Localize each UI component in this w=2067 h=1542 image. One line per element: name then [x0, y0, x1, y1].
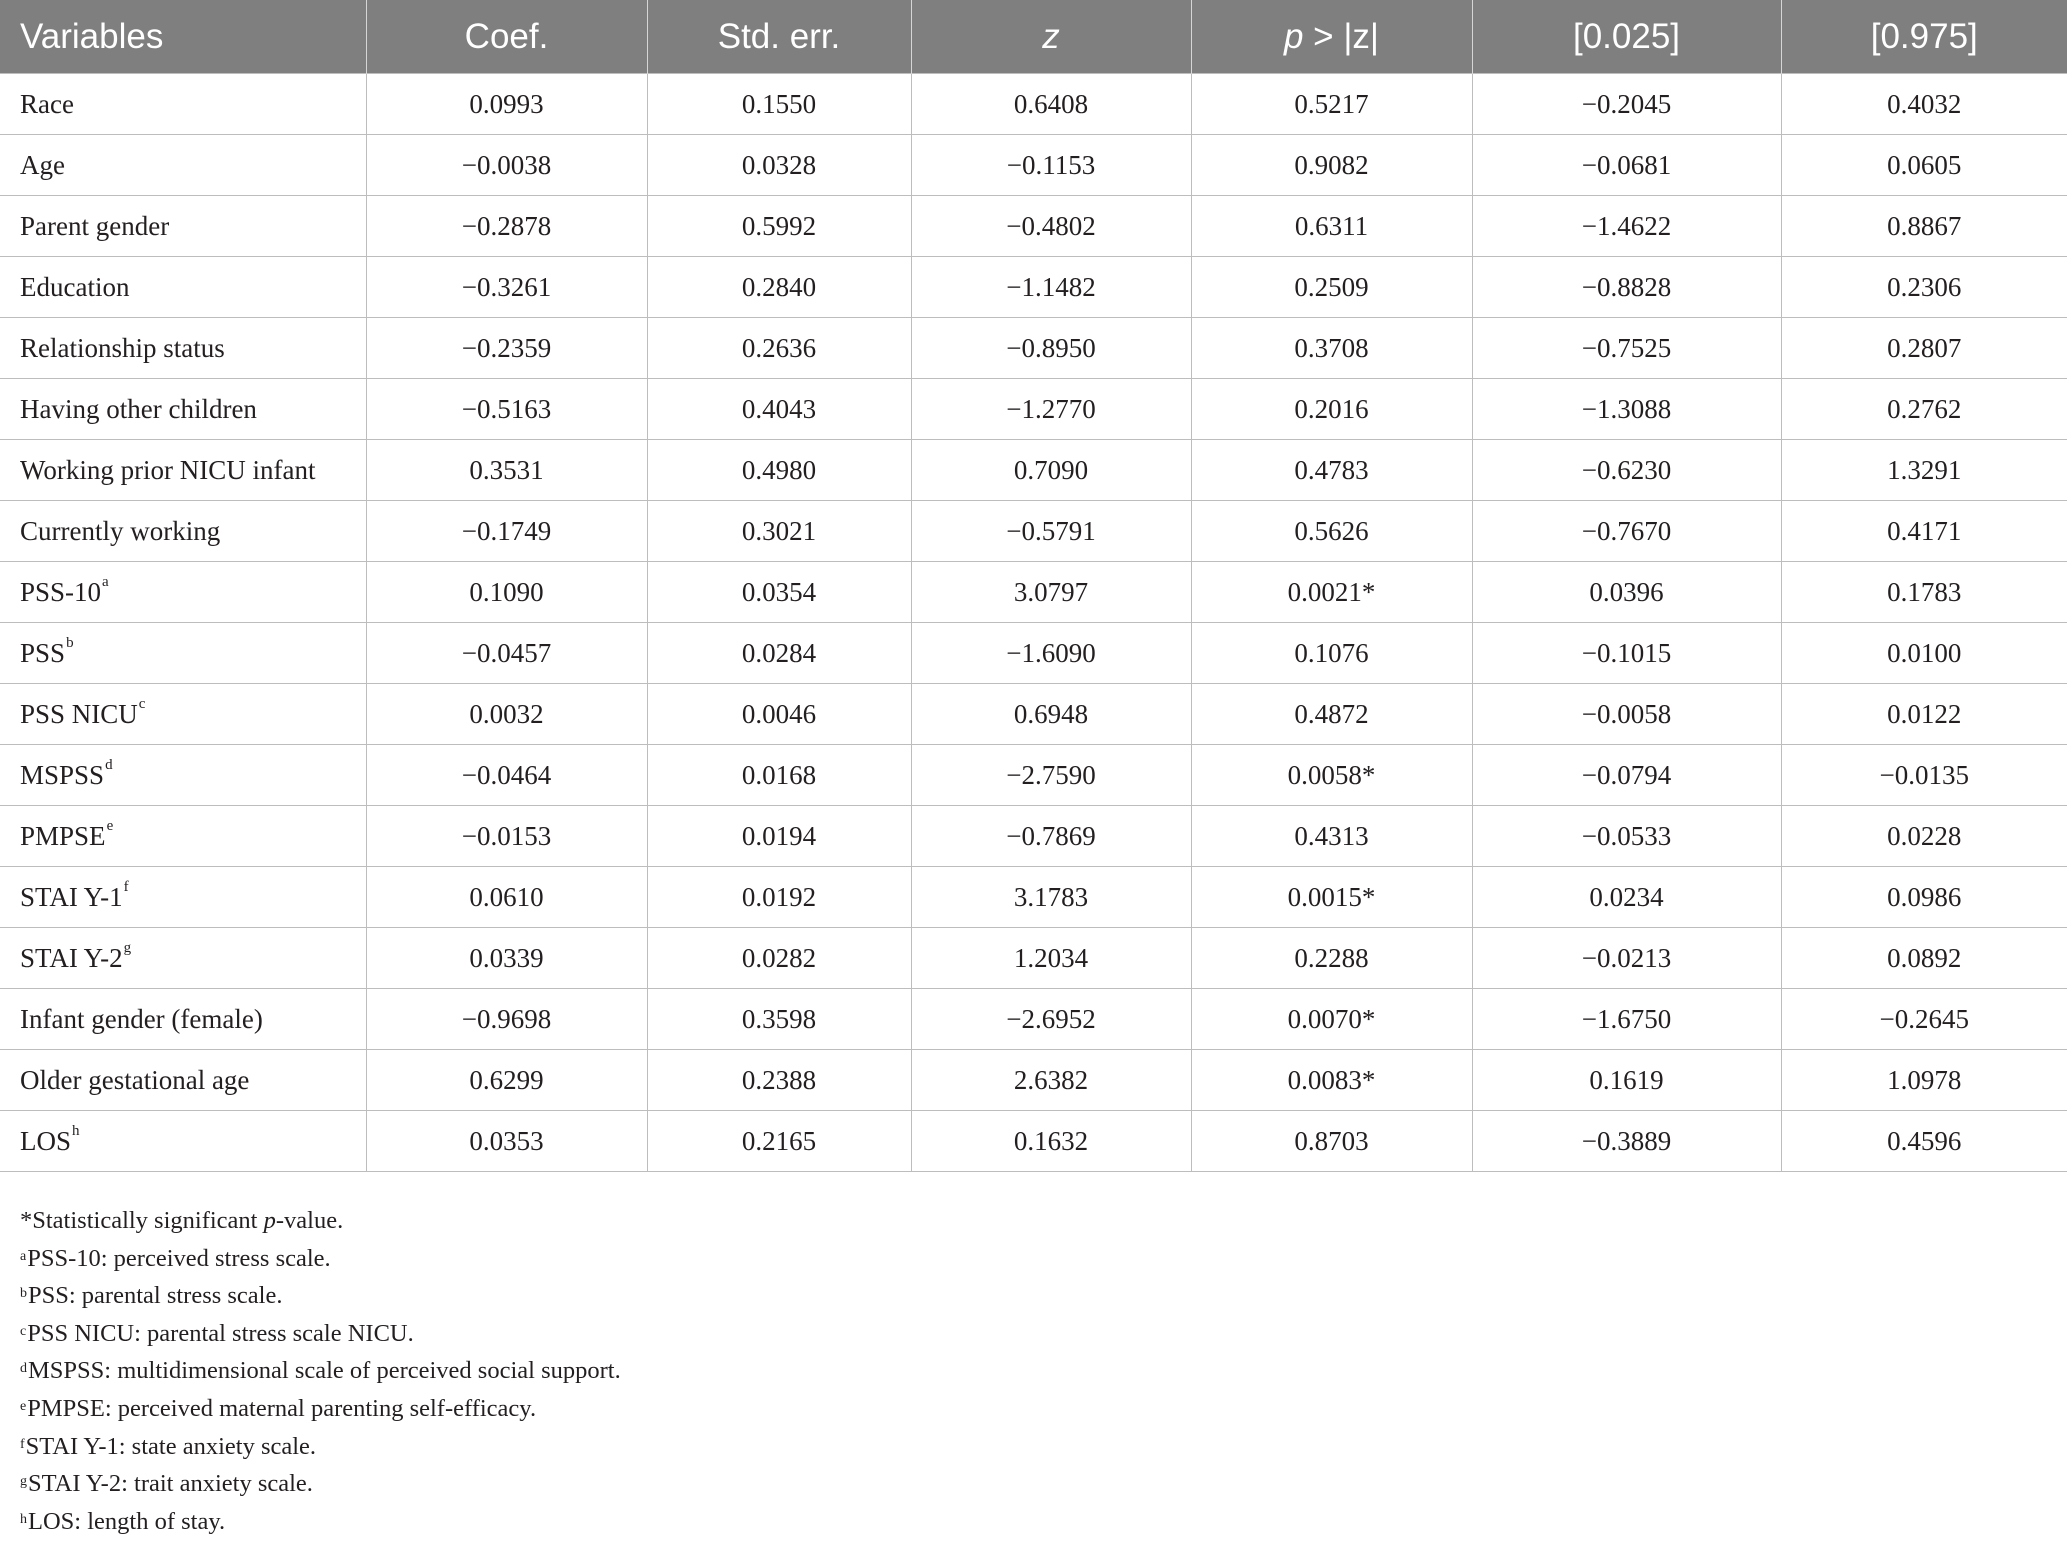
header-p-suffix: > |z|	[1303, 16, 1380, 56]
cell-coef: 0.6299	[366, 1050, 647, 1111]
footnote-marker: b	[66, 634, 74, 651]
footnote-item	[20, 1428, 621, 1466]
cell-ci-high: 0.4032	[1781, 74, 2067, 135]
footnote-marker: f	[123, 878, 129, 895]
cell-ci-high: 0.8867	[1781, 196, 2067, 257]
cell-std-err: 0.3598	[647, 989, 911, 1050]
variable-label: Older gestational age	[20, 1064, 250, 1095]
table-row	[0, 74, 2067, 135]
table-row	[0, 257, 2067, 318]
cell-ci-high: −0.2645	[1781, 989, 2067, 1050]
cell-z: −0.1153	[911, 135, 1191, 196]
cell-variable	[0, 135, 366, 196]
cell-variable	[0, 623, 366, 684]
cell-z: 0.6948	[911, 684, 1191, 745]
footnote-significance-suffix: -value.	[275, 1207, 344, 1234]
cell-ci-high: 0.4171	[1781, 501, 2067, 562]
cell-coef: −0.9698	[366, 989, 647, 1050]
cell-z: 1.2034	[911, 928, 1191, 989]
footnote-text: STAI Y-2: trait anxiety scale.	[28, 1470, 313, 1498]
cell-z: −2.7590	[911, 745, 1191, 806]
header-coef: Coef.	[366, 0, 647, 74]
variable-label: STAI Y-1	[20, 881, 123, 912]
variable-label: Relationship status	[20, 332, 225, 363]
cell-p-value: 0.3708	[1191, 318, 1472, 379]
footnote-item	[20, 1390, 621, 1428]
cell-z: −0.5791	[911, 501, 1191, 562]
cell-z: 0.1632	[911, 1111, 1191, 1172]
cell-p-value: 0.6311	[1191, 196, 1472, 257]
cell-ci-low: −0.3889	[1472, 1111, 1781, 1172]
footnote-text: PMPSE: perceived maternal parenting self-efficacy.	[27, 1394, 537, 1422]
cell-ci-high: 0.2807	[1781, 318, 2067, 379]
table-row	[0, 379, 2067, 440]
footnote-marker: a	[102, 573, 109, 590]
header-variables: Variables	[0, 0, 366, 74]
cell-variable	[0, 74, 366, 135]
cell-ci-low: −0.2045	[1472, 74, 1781, 135]
table-row	[0, 562, 2067, 623]
variable-label: PMPSE	[20, 820, 106, 851]
cell-coef: 0.0032	[366, 684, 647, 745]
footnote-marker: h	[72, 1122, 80, 1139]
footnote-mark: c	[20, 1323, 27, 1339]
variable-label: LOS	[20, 1125, 72, 1156]
footnote-mark: g	[20, 1474, 27, 1490]
variable-label: Infant gender (female)	[20, 1003, 263, 1034]
footnote-text: PSS NICU: parental stress scale NICU.	[27, 1319, 414, 1347]
footnote-marker: d	[105, 756, 113, 773]
cell-ci-low: 0.1619	[1472, 1050, 1781, 1111]
cell-variable	[0, 1111, 366, 1172]
header-ci-high: [0.975]	[1781, 0, 2067, 74]
cell-p-value: 0.4313	[1191, 806, 1472, 867]
cell-ci-high: 0.4596	[1781, 1111, 2067, 1172]
cell-p-value: 0.1076	[1191, 623, 1472, 684]
cell-p-value: 0.8703	[1191, 1111, 1472, 1172]
cell-ci-high: 0.0892	[1781, 928, 2067, 989]
cell-variable	[0, 684, 366, 745]
table-row	[0, 196, 2067, 257]
cell-p-value: 0.5626	[1191, 501, 1472, 562]
footnote-mark: b	[20, 1286, 27, 1302]
cell-p-value: 0.2509	[1191, 257, 1472, 318]
table-row	[0, 135, 2067, 196]
footnote-mark: d	[20, 1361, 27, 1377]
cell-z: 3.1783	[911, 867, 1191, 928]
cell-variable	[0, 745, 366, 806]
cell-std-err: 0.3021	[647, 501, 911, 562]
cell-coef: −0.0464	[366, 745, 647, 806]
cell-ci-low: −0.0533	[1472, 806, 1781, 867]
cell-std-err: 0.2388	[647, 1050, 911, 1111]
variable-label: Currently working	[20, 515, 221, 546]
table-row	[0, 1111, 2067, 1172]
cell-ci-high: 1.3291	[1781, 440, 2067, 501]
table-row	[0, 684, 2067, 745]
cell-variable	[0, 318, 366, 379]
cell-std-err: 0.4043	[647, 379, 911, 440]
cell-variable	[0, 928, 366, 989]
cell-ci-low: −0.8828	[1472, 257, 1781, 318]
cell-ci-high: 0.0100	[1781, 623, 2067, 684]
cell-ci-high: 0.1783	[1781, 562, 2067, 623]
footnote-marker: g	[123, 939, 132, 956]
cell-z: −1.1482	[911, 257, 1191, 318]
cell-ci-low: −0.6230	[1472, 440, 1781, 501]
cell-std-err: 0.4980	[647, 440, 911, 501]
footnote-text: STAI Y-1: state anxiety scale.	[25, 1432, 317, 1460]
cell-p-value: 0.9082	[1191, 135, 1472, 196]
cell-variable	[0, 867, 366, 928]
cell-p-value: 0.2288	[1191, 928, 1472, 989]
cell-coef: 0.0339	[366, 928, 647, 989]
table-body	[0, 74, 2067, 1172]
variable-label: Age	[20, 149, 65, 180]
header-std-err: Std. err.	[647, 0, 911, 74]
header-row	[0, 0, 2067, 74]
cell-std-err: 0.0192	[647, 867, 911, 928]
cell-coef: −0.5163	[366, 379, 647, 440]
variable-label: Having other children	[20, 393, 257, 424]
cell-ci-high: 0.0228	[1781, 806, 2067, 867]
footnote-item	[20, 1465, 621, 1503]
table-row	[0, 745, 2067, 806]
table-row	[0, 623, 2067, 684]
cell-p-value: 0.0058*	[1191, 745, 1472, 806]
cell-ci-high: 1.0978	[1781, 1050, 2067, 1111]
footnote-item	[20, 1315, 621, 1353]
cell-ci-low: −0.7670	[1472, 501, 1781, 562]
footnote-item	[20, 1240, 621, 1278]
cell-coef: −0.0038	[366, 135, 647, 196]
footnote-significance	[20, 1202, 621, 1240]
cell-z: −1.6090	[911, 623, 1191, 684]
cell-coef: −0.0153	[366, 806, 647, 867]
cell-coef: 0.0993	[366, 74, 647, 135]
cell-ci-low: −0.7525	[1472, 318, 1781, 379]
footnote-mark: f	[20, 1436, 25, 1452]
cell-variable	[0, 379, 366, 440]
cell-z: 3.0797	[911, 562, 1191, 623]
cell-std-err: 0.0284	[647, 623, 911, 684]
cell-ci-high: 0.2306	[1781, 257, 2067, 318]
cell-ci-low: −1.6750	[1472, 989, 1781, 1050]
cell-std-err: 0.0046	[647, 684, 911, 745]
cell-std-err: 0.1550	[647, 74, 911, 135]
cell-ci-low: −0.0681	[1472, 135, 1781, 196]
footnote-marker: e	[106, 817, 114, 834]
header-ci-low: [0.025]	[1472, 0, 1781, 74]
table-row	[0, 318, 2067, 379]
cell-z: 0.6408	[911, 74, 1191, 135]
cell-ci-low: −0.0213	[1472, 928, 1781, 989]
cell-coef: 0.3531	[366, 440, 647, 501]
cell-variable	[0, 440, 366, 501]
cell-p-value: 0.2016	[1191, 379, 1472, 440]
footnote-list	[20, 1240, 621, 1541]
table-row	[0, 1050, 2067, 1111]
cell-ci-low: −1.4622	[1472, 196, 1781, 257]
table-row	[0, 928, 2067, 989]
header-p-value	[1191, 0, 1472, 74]
cell-z: −0.7869	[911, 806, 1191, 867]
header-z	[911, 0, 1191, 74]
table-header	[0, 0, 2067, 74]
cell-p-value: 0.0021*	[1191, 562, 1472, 623]
variable-label: STAI Y-2	[20, 942, 123, 973]
cell-p-value: 0.4872	[1191, 684, 1472, 745]
cell-std-err: 0.0194	[647, 806, 911, 867]
footnote-item	[20, 1352, 621, 1390]
table-row	[0, 440, 2067, 501]
cell-coef: −0.3261	[366, 257, 647, 318]
cell-ci-low: 0.0234	[1472, 867, 1781, 928]
cell-z: 2.6382	[911, 1050, 1191, 1111]
cell-variable	[0, 196, 366, 257]
variable-label: Working prior NICU infant	[20, 454, 316, 485]
cell-variable	[0, 806, 366, 867]
footnote-significance-prefix: *Statistically significant	[20, 1207, 264, 1234]
cell-p-value: 0.0083*	[1191, 1050, 1472, 1111]
cell-std-err: 0.5992	[647, 196, 911, 257]
header-p-italic: p	[1283, 16, 1304, 56]
footnote-mark: e	[20, 1398, 27, 1414]
cell-z: −0.8950	[911, 318, 1191, 379]
cell-p-value: 0.4783	[1191, 440, 1472, 501]
variable-label: Education	[20, 271, 130, 302]
cell-ci-low: −0.0794	[1472, 745, 1781, 806]
variable-label: PSS-10	[20, 576, 102, 607]
cell-ci-high: 0.2762	[1781, 379, 2067, 440]
cell-ci-low: 0.0396	[1472, 562, 1781, 623]
cell-ci-high: 0.0986	[1781, 867, 2067, 928]
footnote-significance-italic: p	[263, 1207, 276, 1234]
cell-coef: −0.1749	[366, 501, 647, 562]
cell-variable	[0, 257, 366, 318]
variable-label: Race	[20, 88, 74, 119]
cell-ci-high: 0.0605	[1781, 135, 2067, 196]
table-row	[0, 867, 2067, 928]
header-z-text: z	[1042, 16, 1060, 56]
footnote-marker: c	[138, 695, 146, 712]
cell-std-err: 0.2840	[647, 257, 911, 318]
cell-ci-high: −0.0135	[1781, 745, 2067, 806]
cell-ci-high: 0.0122	[1781, 684, 2067, 745]
cell-std-err: 0.2165	[647, 1111, 911, 1172]
variable-label: Parent gender	[20, 210, 170, 241]
cell-std-err: 0.0282	[647, 928, 911, 989]
cell-coef: 0.0610	[366, 867, 647, 928]
cell-coef: 0.0353	[366, 1111, 647, 1172]
footnote-text: LOS: length of stay.	[28, 1507, 226, 1535]
variable-label: MSPSS	[20, 759, 105, 790]
cell-z: −1.2770	[911, 379, 1191, 440]
cell-variable	[0, 989, 366, 1050]
cell-variable	[0, 1050, 366, 1111]
cell-variable	[0, 501, 366, 562]
cell-coef: −0.2878	[366, 196, 647, 257]
cell-p-value: 0.5217	[1191, 74, 1472, 135]
cell-coef: 0.1090	[366, 562, 647, 623]
footnote-text: PSS-10: perceived stress scale.	[27, 1244, 331, 1272]
cell-ci-low: −0.1015	[1472, 623, 1781, 684]
cell-z: −2.6952	[911, 989, 1191, 1050]
table-row	[0, 501, 2067, 562]
cell-ci-low: −0.0058	[1472, 684, 1781, 745]
footnote-mark: h	[20, 1511, 27, 1527]
footnote-text: PSS: parental stress scale.	[28, 1282, 283, 1310]
footnote-mark: a	[20, 1248, 27, 1264]
cell-ci-low: −1.3088	[1472, 379, 1781, 440]
cell-std-err: 0.0168	[647, 745, 911, 806]
footnote-item	[20, 1503, 621, 1541]
cell-z: −0.4802	[911, 196, 1191, 257]
variable-label: PSS	[20, 637, 66, 668]
variable-label: PSS NICU	[20, 698, 138, 729]
cell-p-value: 0.0015*	[1191, 867, 1472, 928]
cell-variable	[0, 562, 366, 623]
table-footnotes	[20, 1202, 621, 1540]
cell-coef: −0.0457	[366, 623, 647, 684]
cell-coef: −0.2359	[366, 318, 647, 379]
cell-z: 0.7090	[911, 440, 1191, 501]
cell-std-err: 0.0328	[647, 135, 911, 196]
footnote-item	[20, 1277, 621, 1315]
table-row	[0, 989, 2067, 1050]
table-row	[0, 806, 2067, 867]
footnote-text: MSPSS: multidimensional scale of perceived social support.	[28, 1357, 621, 1385]
cell-std-err: 0.0354	[647, 562, 911, 623]
cell-std-err: 0.2636	[647, 318, 911, 379]
cell-p-value: 0.0070*	[1191, 989, 1472, 1050]
